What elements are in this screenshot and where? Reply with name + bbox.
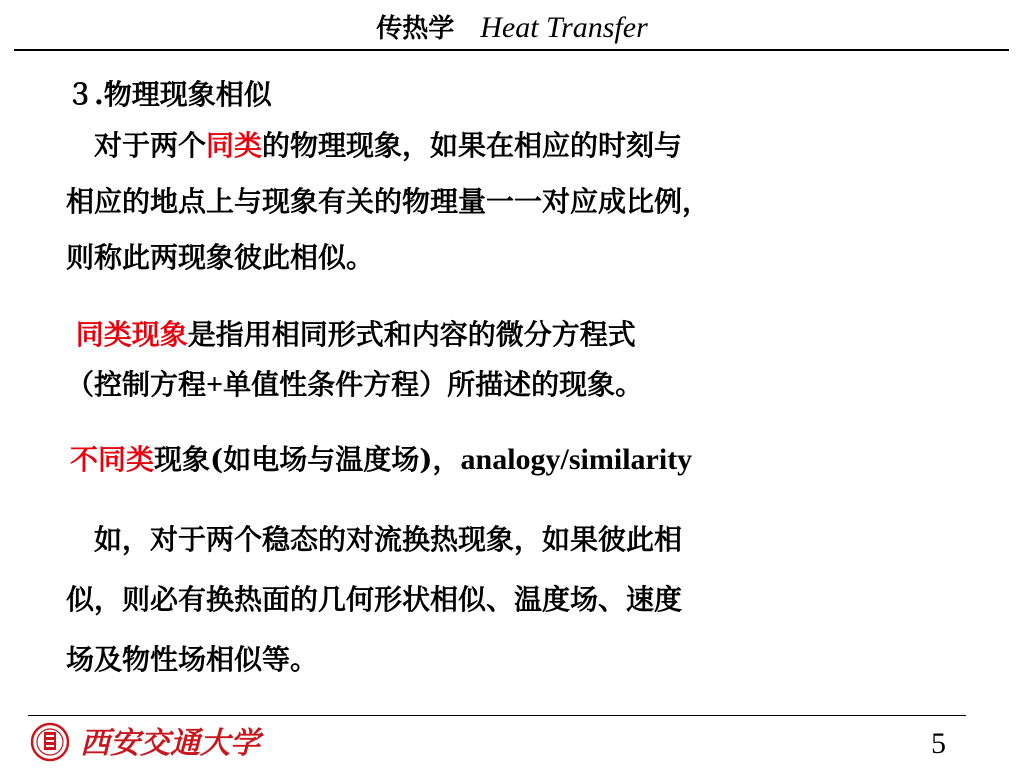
header-title-en: Heat Transfer	[480, 11, 648, 44]
paragraph-line	[66, 118, 710, 174]
text-span: 对于两个	[66, 129, 207, 162]
paragraph-line: 则称此两现象彼此相似。	[66, 241, 375, 274]
header-title	[0, 8, 1024, 49]
paragraph-line	[66, 360, 643, 410]
footer-divider	[28, 715, 966, 716]
text-span: 单值性条件方程）所描述的现象。	[223, 368, 644, 401]
highlight-same-kind-phenomena: 同类现象	[75, 318, 188, 351]
analogy-term: analogy/similarity	[460, 443, 693, 476]
text-span: 现象(如电场与温度场)，	[154, 443, 461, 476]
highlight-different-kind: 不同类	[70, 443, 155, 476]
page-number: 5	[931, 727, 946, 760]
paragraph-line: 场及物性场相似等。	[66, 643, 319, 676]
paragraph-different-kind	[70, 432, 692, 488]
paragraph-line: 似，则必有换热面的几何形状相似、温度场、速度	[66, 583, 683, 616]
paragraph-same-kind	[66, 310, 643, 410]
highlight-same-kind: 同类	[206, 129, 263, 162]
section-title: ３.物理现象相似	[66, 78, 272, 111]
university-seal-icon	[32, 724, 68, 760]
paragraph-line: 相应的地点上与现象有关的物理量一一对应成比例，	[66, 185, 711, 218]
header-divider	[14, 49, 1009, 51]
text-span: 是指用相同形式和内容的微分方程式	[187, 318, 636, 351]
text-span: （控制方程	[66, 368, 207, 401]
paragraph-example	[66, 510, 682, 690]
plus-sign: +	[206, 368, 224, 401]
paragraph-line	[66, 310, 643, 360]
paragraph-line: 如，对于两个稳态的对流换热现象，如果彼此相	[66, 523, 683, 556]
university-logo	[30, 722, 270, 762]
header-title-cn: 传热学	[376, 14, 455, 44]
university-logotype: 西安交通大学	[80, 726, 260, 761]
paragraph-definition	[66, 118, 710, 286]
text-span: 的物理现象，如果在相应的时刻与	[262, 129, 683, 162]
